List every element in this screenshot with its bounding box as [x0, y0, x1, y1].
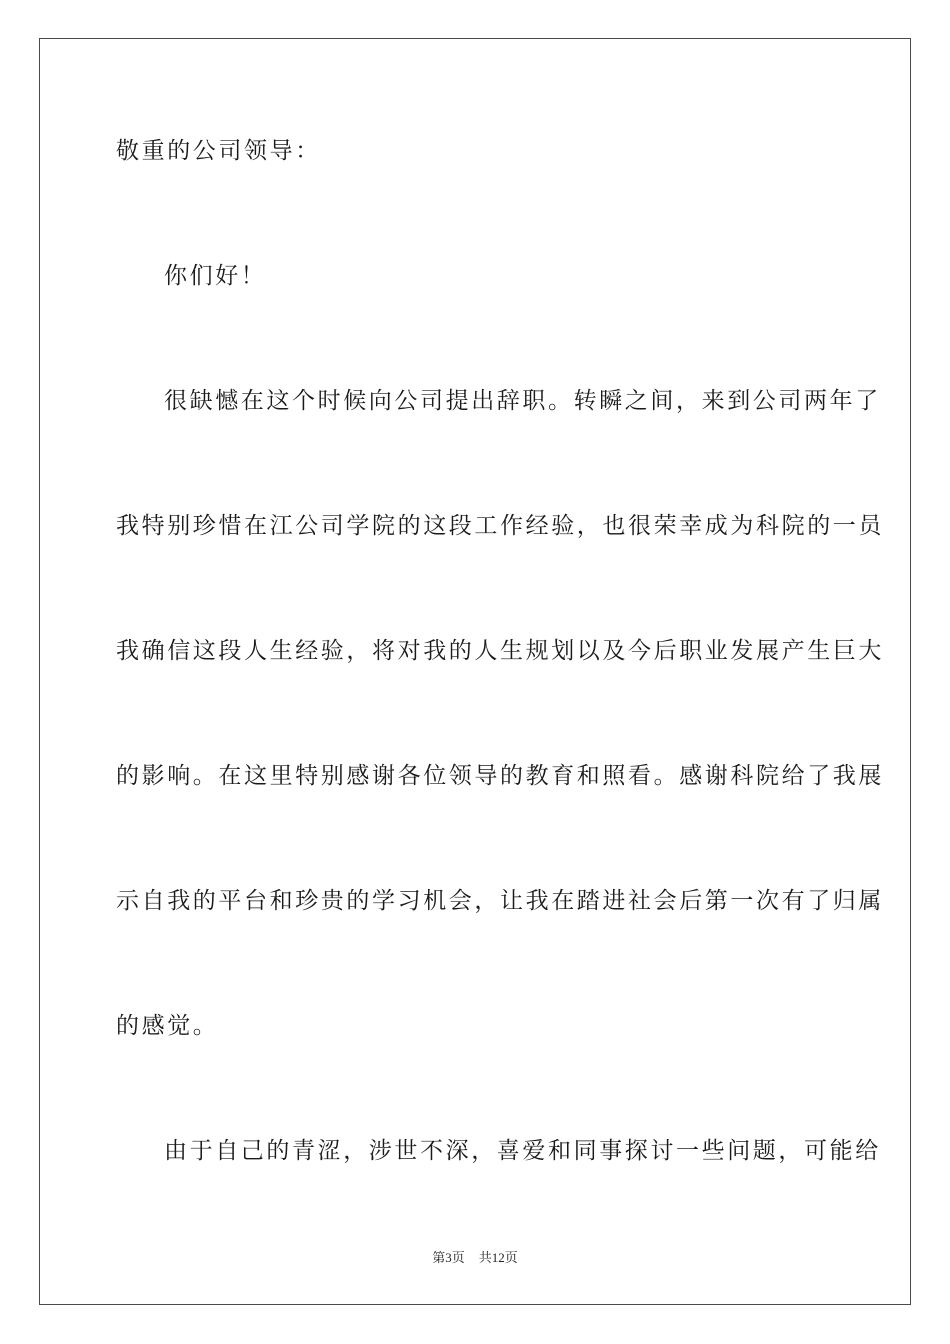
paragraph-line: 很缺憾在这个时候向公司提出辞职。转瞬之间，来到公司两年了	[164, 388, 881, 414]
paragraph-line: 我特别珍惜在江公司学院的这段工作经验，也很荣幸成为科院的一员	[116, 513, 884, 539]
page-footer	[0, 1247, 950, 1266]
paragraph-line: 我确信这段人生经验，将对我的人生规划以及今后职业发展产生巨大	[116, 638, 884, 664]
greeting: 你们好！	[164, 263, 267, 289]
paragraph-line: 的感觉。	[116, 1013, 219, 1039]
page-border	[39, 38, 911, 1305]
page-total: 共12页	[478, 1250, 518, 1265]
paragraph-line: 示自我的平台和珍贵的学习机会，让我在踏进社会后第一次有了归属	[116, 888, 884, 914]
paragraph-line: 的影响。在这里特别感谢各位领导的教育和照看。感谢科院给了我展	[116, 763, 884, 789]
paragraph-line: 由于自己的青涩，涉世不深，喜爱和同事探讨一些问题，可能给	[164, 1138, 881, 1164]
salutation: 敬重的公司领导：	[116, 138, 321, 164]
page-number: 第3页	[432, 1250, 465, 1265]
